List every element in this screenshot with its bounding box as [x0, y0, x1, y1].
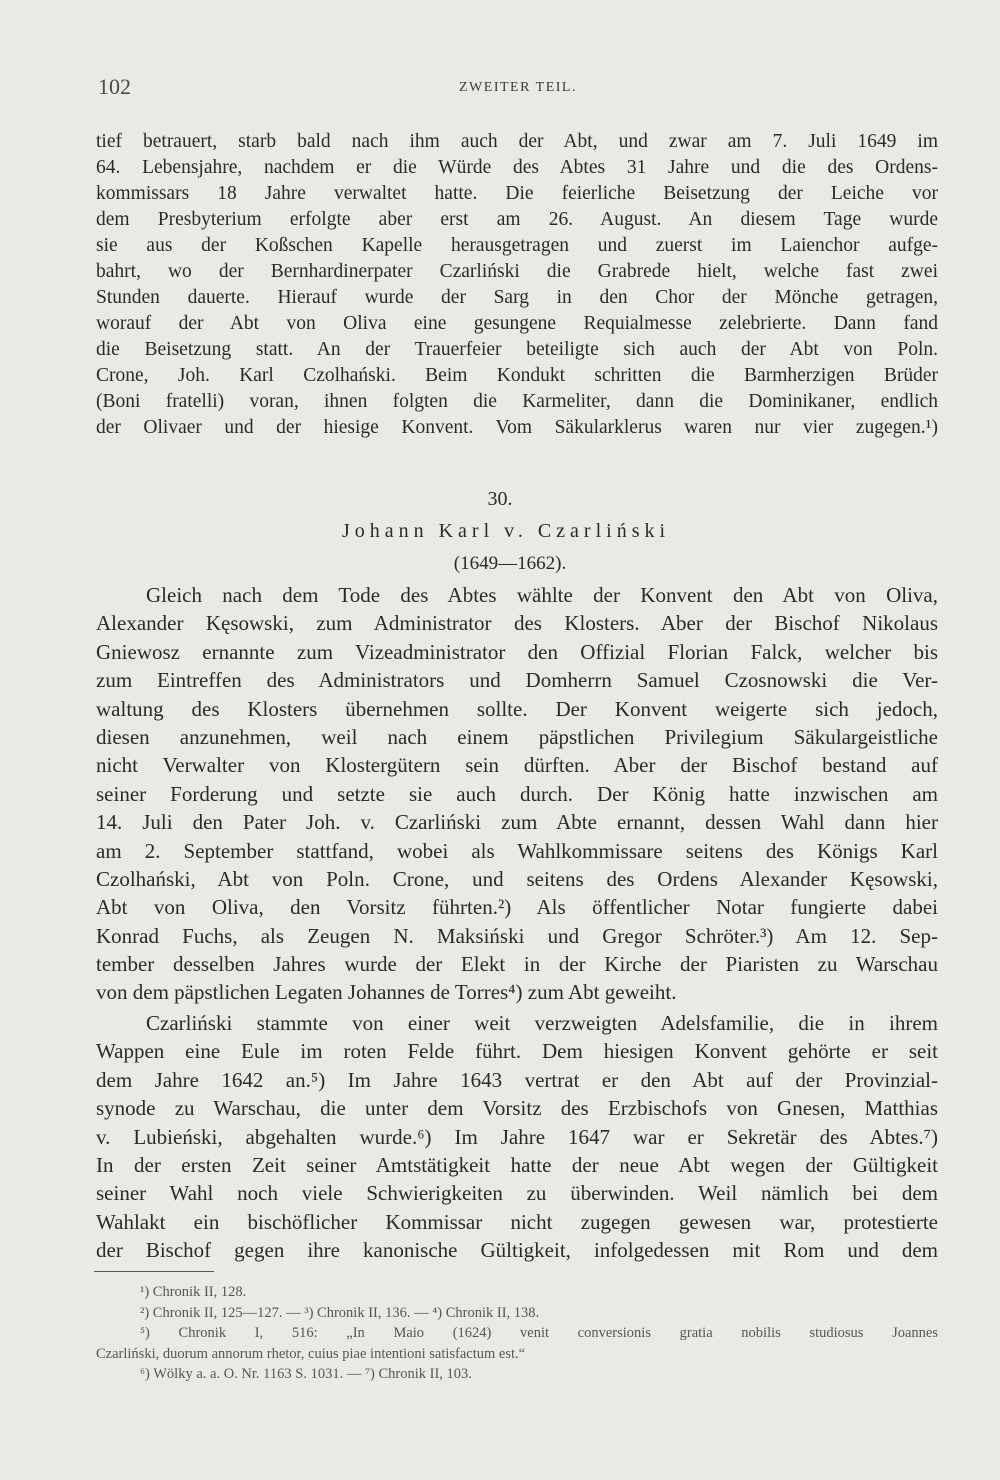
page-header [98, 74, 938, 104]
text-line: Alexander Kęsowski, zum Administrator des Klosters. Aber der Bischof Nikolaus [96, 611, 938, 636]
text-line: synode zu Warschau, die unter dem Vorsitz des Erzbischofs von Gnesen, Matthias [96, 1096, 938, 1121]
text-line: tief betrauert, starb bald nach ihm auch der Abt, und zwar am 7. Juli 1649 im [96, 131, 938, 152]
text-line: dem Jahre 1642 an.⁵) Im Jahre 1643 vertrat er den Abt auf der Provinzial- [96, 1067, 938, 1092]
text-line: v. Lubieński, abgehalten wurde.⁶) Im Jahre 1647 war er Sekretär des Abtes.⁷) [96, 1124, 938, 1149]
text-line: am 2. September stattfand, wobei als Wahlkommissare seitens des Königs Karl [96, 838, 938, 863]
footnote: Czarliński, duorum annorum rhetor, cuius piae intentioni satisfactum est.“ [96, 1345, 526, 1362]
footnote: ¹) Chronik II, 128. [140, 1284, 247, 1300]
text-line: Abt von Oliva, den Vorsitz führten.²) Als öffentlicher Notar fungierte dabei [96, 895, 938, 920]
text-line: sie aus der Koßschen Kapelle herausgetragen und zuerst im Laienchor aufge- [96, 235, 938, 256]
text-line: seiner Forderung und setzte sie auch durch. Der König hatte inzwischen am [96, 781, 938, 806]
text-line: der Bischof gegen ihre kanonische Gültigkeit, infolgedessen mit Rom und dem [96, 1238, 938, 1263]
footnote: ⁶) Wölky a. a. O. Nr. 1163 S. 1031. — ⁷) Chronik II, 103. [140, 1366, 472, 1382]
text-line: dem Presbyterium erfolgte aber erst am 26. August. An diesem Tage wurde [96, 209, 938, 230]
text-line: seiner Wahl noch viele Schwierigkeiten zu überwinden. Weil nämlich bei dem [96, 1181, 938, 1206]
section-dates: (1649—1662). [453, 553, 567, 574]
text-line: der Olivaer und der hiesige Konvent. Vom Säkularklerus waren nur vier zugegen.¹) [96, 417, 938, 438]
text-line: diesen anzunehmen, weil nach einem päpstlichen Privilegium Säkulargeistliche [96, 724, 938, 749]
paragraph [96, 1009, 938, 1265]
text-line: Czarliński stammte von einer weit verzweigten Adelsfamilie, die in ihrem [146, 1011, 938, 1035]
section-title: Johann Karl v. Czarliński [341, 520, 671, 542]
text-line: Czolhański, Abt von Poln. Crone, und seitens des Ordens Alexander Kęsowski, [96, 866, 938, 891]
text-line: zum Eintreffen des Administrators und Domherrn Samuel Czosnowski die Ver- [96, 668, 938, 693]
section-number: 30. [487, 488, 513, 510]
running-head: ZWEITER TEIL. [459, 80, 577, 95]
paragraph [96, 581, 938, 1007]
text-line: Gleich nach dem Tode des Abtes wählte der Konvent den Abt von Oliva, [146, 583, 938, 607]
text-line: waltung des Klosters übernehmen sollte. Der Konvent weigerte sich jedoch, [96, 696, 938, 721]
text-line: Wahlakt ein bischöflicher Kommissar nicht zugegen gewesen war, protestierte [96, 1209, 938, 1234]
footnote-divider [94, 1271, 214, 1272]
text-line: In der ersten Zeit seiner Amtstätigkeit hatte der neue Abt wegen der Gültigkeit [96, 1152, 938, 1177]
text-line: bahrt, wo der Bernhardinerpater Czarliński die Grabrede hielt, welche fast zwei [96, 261, 938, 282]
text-line: Wappen eine Eule im roten Felde führt. Dem hiesigen Konvent gehörte er seit [96, 1039, 938, 1064]
text-line: tember desselben Jahres wurde der Elekt in der Kirche der Piaristen zu Warschau [96, 952, 938, 977]
text-line: Crone, Joh. Karl Czolhański. Beim Kondukt schritten die Barmherzigen Brüder [96, 365, 938, 386]
text-line: (Boni fratelli) voran, ihnen folgten die Karmeliter, dann die Dominikaner, endlich [96, 391, 938, 412]
text-line: von dem päpstlichen Legaten Johannes de Torres⁴) zum Abt geweiht. [96, 980, 677, 1005]
text-line: nicht Verwalter von Klostergütern sein dürften. Aber der Bischof bestand auf [96, 753, 938, 778]
text-line: die Beisetzung statt. An der Trauerfeier beteiligte sich auch der Abt von Poln. [96, 339, 938, 360]
text-line: Stunden dauerte. Hierauf wurde der Sarg in den Chor der Mönche getragen, [96, 287, 938, 308]
footnote: ²) Chronik II, 125—127. — ³) Chronik II, 136. — ⁴) Chronik II, 138. [140, 1304, 540, 1321]
page-number: 102 [98, 74, 131, 99]
text-line: 64. Lebensjahre, nachdem er die Würde des Abtes 31 Jahre und die des Ordens- [96, 157, 938, 178]
text-line: Gniewosz ernannte zum Vizeadministrator den Offizial Florian Falck, welcher bis [96, 639, 938, 664]
text-line: 14. Juli den Pater Joh. v. Czarliński zum Abte ernannt, dessen Wahl dann hier [96, 810, 938, 835]
text-line: kommissars 18 Jahre verwaltet hatte. Die feierliche Beisetzung der Leiche vor [96, 183, 938, 204]
footnote: ⁵) Chronik I, 516: „In Maio (1624) venit conversionis gratia nobilis studiosus Joannes [140, 1325, 938, 1341]
text-line: Konrad Fuchs, als Zeugen N. Maksiński und Gregor Schröter.³) Am 12. Sep- [96, 923, 938, 948]
text-line: worauf der Abt von Oliva eine gesungene Requialmesse zelebrierte. Dann fand [96, 313, 938, 334]
paragraph-continuation [96, 129, 938, 441]
footnotes [96, 1282, 938, 1385]
